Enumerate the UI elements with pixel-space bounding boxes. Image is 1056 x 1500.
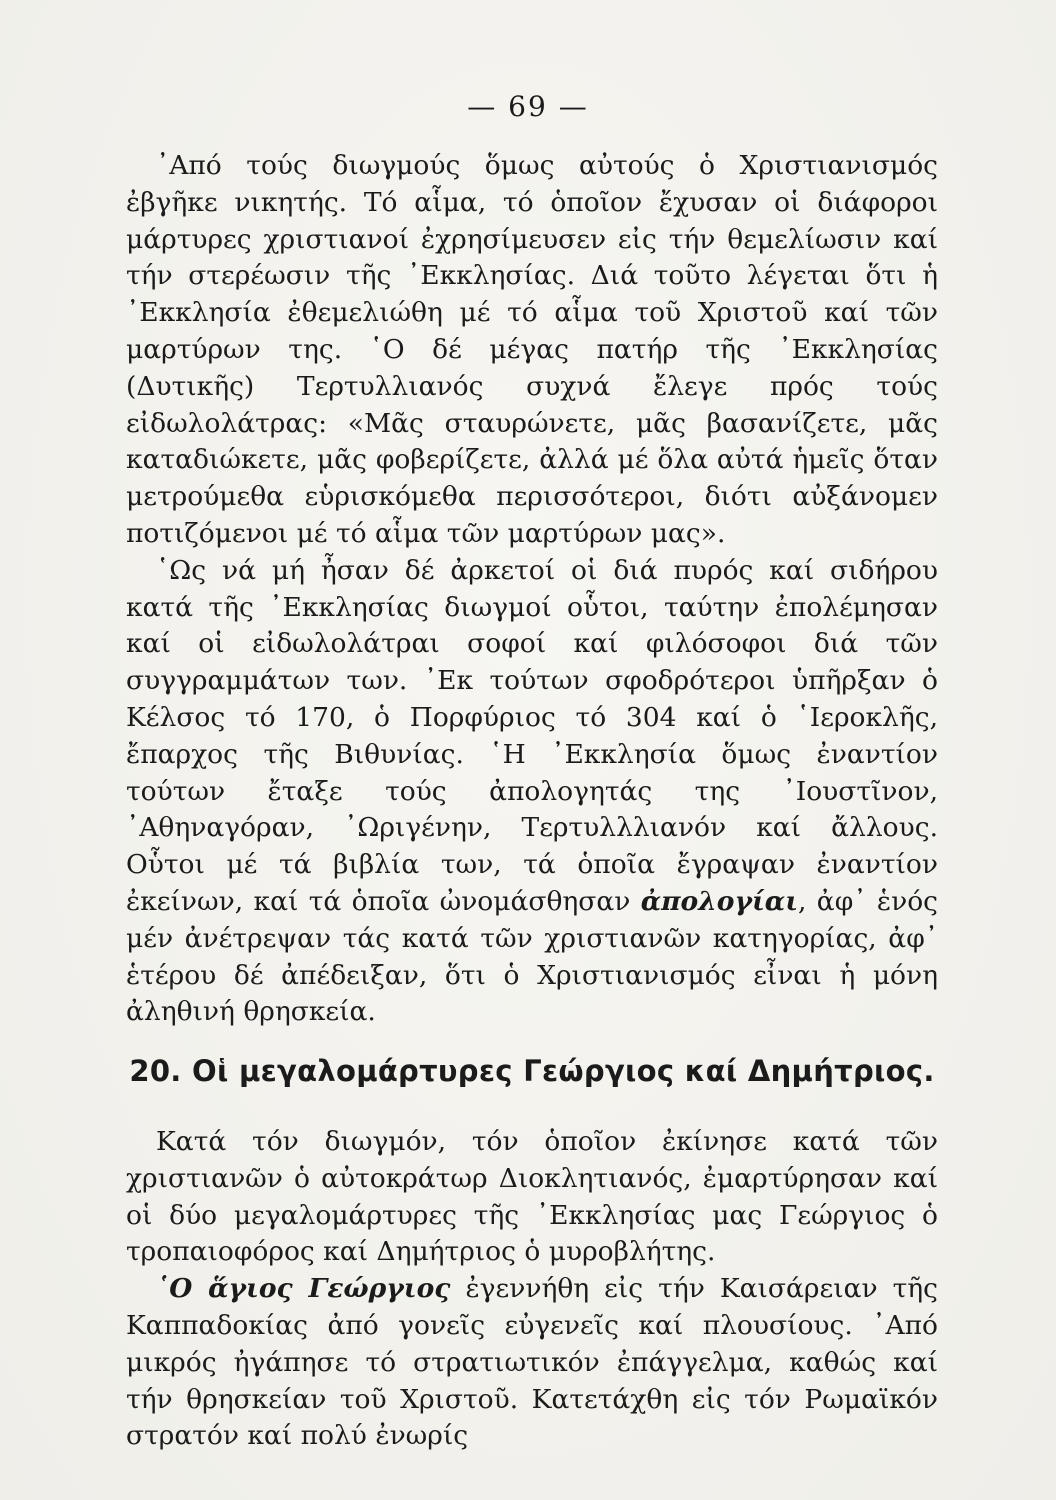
- paragraph-saint-george: [126, 1271, 938, 1455]
- paragraph-persecutions: ᾿Από τούς διωγμούς ὅμως αὐτούς ὁ Χριστιανισμός ἐβγῆκε νικητής. Τό αἷμα, τό ὁποῖον ἔχυσαν οἱ διάφοροι μάρτυρες χριστιανοί ἐχρησίμευσεν εἰς τήν θεμελίωσιν καί τήν στερέωσιν τῆς ᾿Εκκλησίας. Διά τοῦτο λέγεται ὅτι ἡ ᾿Εκκλησία ἐθεμελιώθη μέ τό αἷμα τοῦ Χριστοῦ καί τῶν μαρτύρων της. ῾Ο δέ μέγας πατήρ τῆς ᾿Εκκλησίας (Δυτικῆς) Τερτυλλιανός συχνά ἔλεγε πρός τούς εἰδωλολάτρας: «Μᾶς σταυρώνετε, μᾶς βασανίζετε, μᾶς καταδιώκετε, μᾶς φοβερίζετε, ἀλλά μέ ὅλα αὐτά ἡμεῖς ὅταν μετρούμεθα εὑρισκόμεθα περισσότεροι, διότι αὐξάνομεν ποτιζόμενοι μέ τό αἷμα τῶν μαρτύρων μας».: [126, 150, 938, 549]
- saint-george-text: ἐγεννήθη εἰς τήν Καισάρειαν τῆς Καππαδοκίας ἀπό γονεῖς εὐγενεῖς καί πλουσίους. ᾿Από μικρός ἠγάπησε τό στρατιωτικόν ἐπάγγελμα, καθώς καί τήν θρησκείαν τοῦ Χριστοῦ. Κατετάχθη εἰς τόν Ρωμαϊκόν στρατόν καί πολύ ἐνωρίς: [126, 1273, 939, 1452]
- page-number: — 69 —: [467, 90, 589, 123]
- paragraph-martyrs: Κατά τόν διωγμόν, τόν ὁποῖον ἐκίνησε κατά τῶν χριστιανῶν ὁ αὐτοκράτωρ Διοκλητιανός, ἐμαρτύρησαν καί οἱ δύο μεγαλομάρτυρες τῆς ᾿Εκκλησίας μας Γεώργιος ὁ τροπαιοφόρος καί Δημήτριος ὁ μυροβλήτης.: [126, 1125, 938, 1268]
- body-text: [126, 148, 938, 1455]
- apologists-text: ῾Ως νά μή ἦσαν δέ ἀρκετοί οἱ διά πυρός καί σιδήρου κατά τῆς ᾿Εκκλησίας διωγμοί οὗτοι, ταύτην ἐπολέμησαν καί οἱ εἰδωλολάτραι σοφοί καί φιλόσοφοι διά τῶν συγγραμμάτων των. ᾿Εκ τούτων σφοδρότεροι ὑπῆρξαν ὁ Κέλσος τό 170, ὁ Πορφύριος τό 304 καί ὁ ῾Ιεροκλῆς, ἔπαρχος τῆς Βιθυνίας. ῾Η ᾿Εκκλησία ὅμως ἐναντίον τούτων ἔταξε τούς ἀπολογητάς της ᾿Ιουστῖνον, ᾿Αθηναγόραν, ᾿Ωριγένην, Τερτυλλλιανόν καί ἄλλους. Οὗτοι μέ τά βιβλία των, τά ὁποῖα ἔγραψαν ἐναντίον ἐκείνων, καί τά ὁποῖα ὠνομάσθησαν: [126, 554, 938, 917]
- paragraph-apologists: [126, 553, 938, 1031]
- apologies-term: ἀπολογίαι: [640, 885, 799, 917]
- saint-george-lead: ῾Ο ἅγιος Γεώργιος: [156, 1273, 451, 1305]
- section-heading: 20. Οἱ μεγαλομάρτυρες Γεώργιος καί Δημήτριος.: [129, 1054, 935, 1089]
- apologists-text-end: , ἀφ᾿ ἑνός μέν ἀνέτρεψαν τάς κατά τῶν χριστιανῶν κατηγορίας, ἀφ᾿ ἑτέρου δέ ἀπέδειξαν, ὅτι ὁ Χριστιανισμός εἶναι ἡ μόνη ἀληθινή θρησκεία.: [126, 885, 938, 1028]
